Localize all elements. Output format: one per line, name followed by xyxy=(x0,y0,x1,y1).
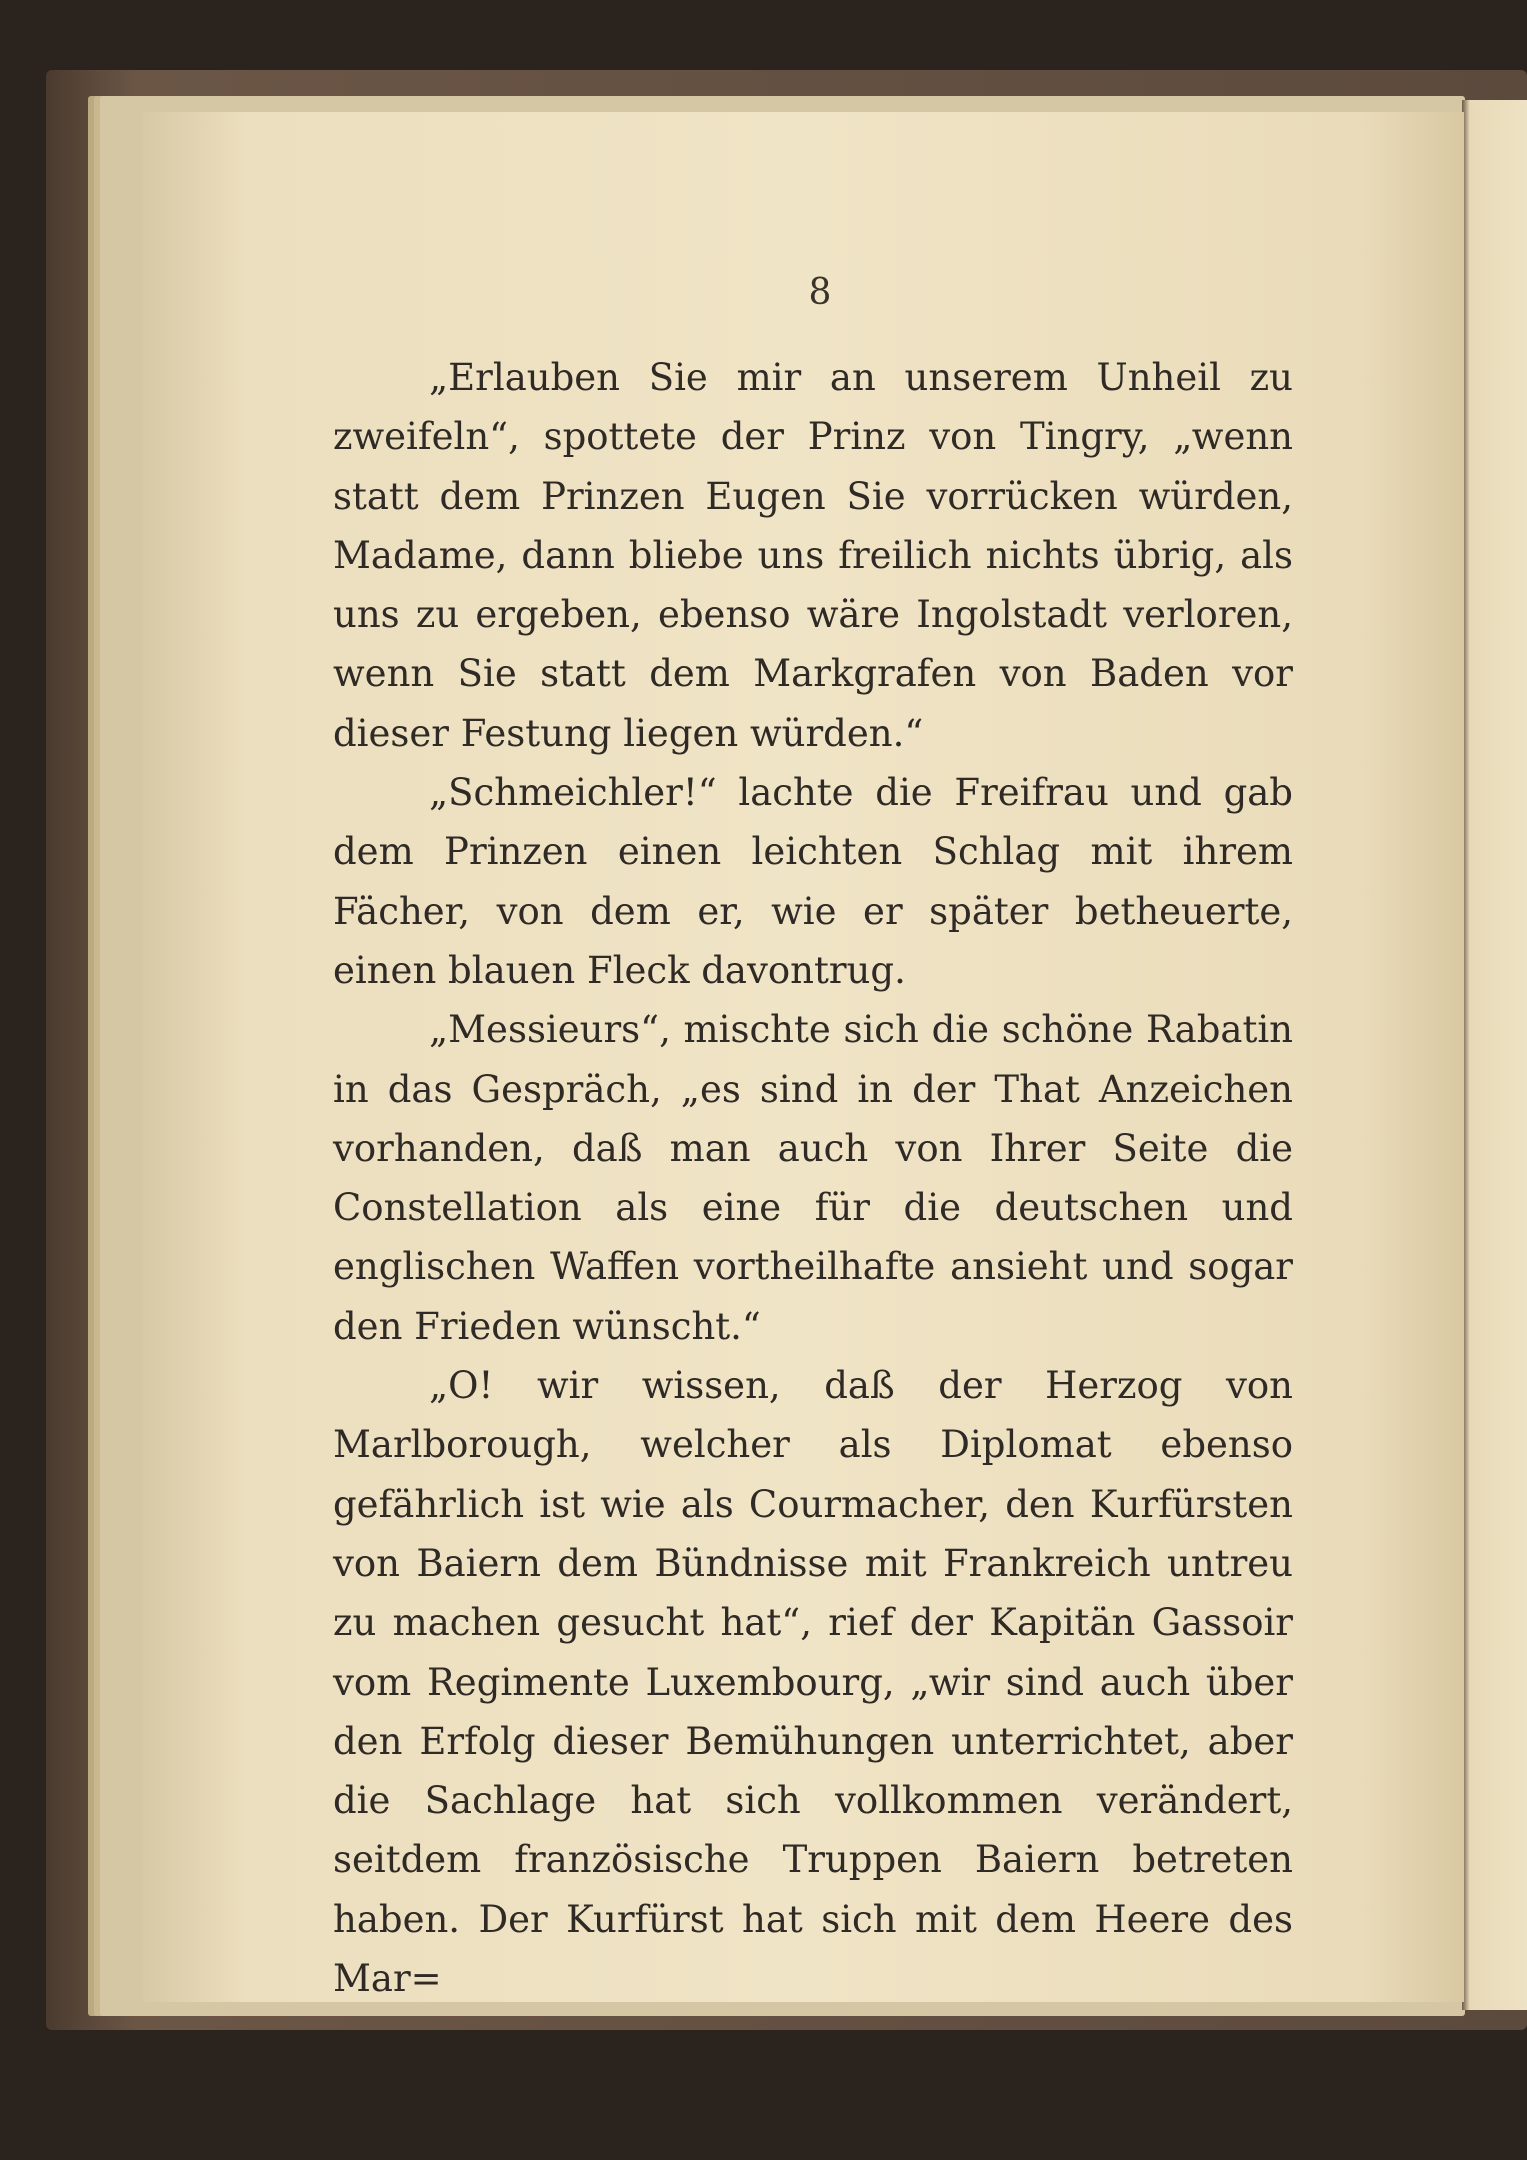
paragraph-4: „O! wir wissen, daß der Herzog von Marlborough, welcher als Diplomat ebenso gefährlich ist wie als Courmacher, den Kurfürsten von Baiern dem Bündnisse mit Frankreich untreu zu machen gesucht hat“, rief der Kapitän Gassoir vom Regimente Luxembourg, „wir sind auch über den Erfolg dieser Bemühungen unterrichtet, aber die Sachlage hat sich vollkommen verändert, seitdem französische Truppen Baiern betreten haben. Der Kurfürst hat sich mit dem Heere des Mar= xyxy=(333,1364,1293,2001)
paragraph-2: „Schmeichler!“ lachte die Freifrau und gab dem Prinzen einen leichten Schlag mit ihrem Fächer, von dem er, wie er später betheuerte, einen blauen Fleck davontrug. xyxy=(333,771,1293,992)
paragraph-3: „Messieurs“, mischte sich die schöne Rabatin in das Gespräch, „es sind in der That Anzeichen vorhanden, daß man auch von Ihrer Seite die Constellation als eine für die deutschen und englischen Waffen vortheilhafte ansieht und sogar den Frieden wünscht.“ xyxy=(333,1008,1293,1348)
right-page-edge xyxy=(1462,100,1527,2010)
page-number: 8 xyxy=(808,272,832,313)
page-body xyxy=(333,348,1293,2008)
paragraph-1: „Erlauben Sie mir an unserem Unheil zu zweifeln“, spottete der Prinz von Tingry, „wenn statt dem Prinzen Eugen Sie vorrücken würden, Madame, dann bliebe uns freilich nichts übrig, als uns zu ergeben, ebenso wäre Ingolstadt verloren, wenn Sie statt dem Markgrafen von Baden vor dieser Festung liegen würden.“ xyxy=(333,356,1293,755)
